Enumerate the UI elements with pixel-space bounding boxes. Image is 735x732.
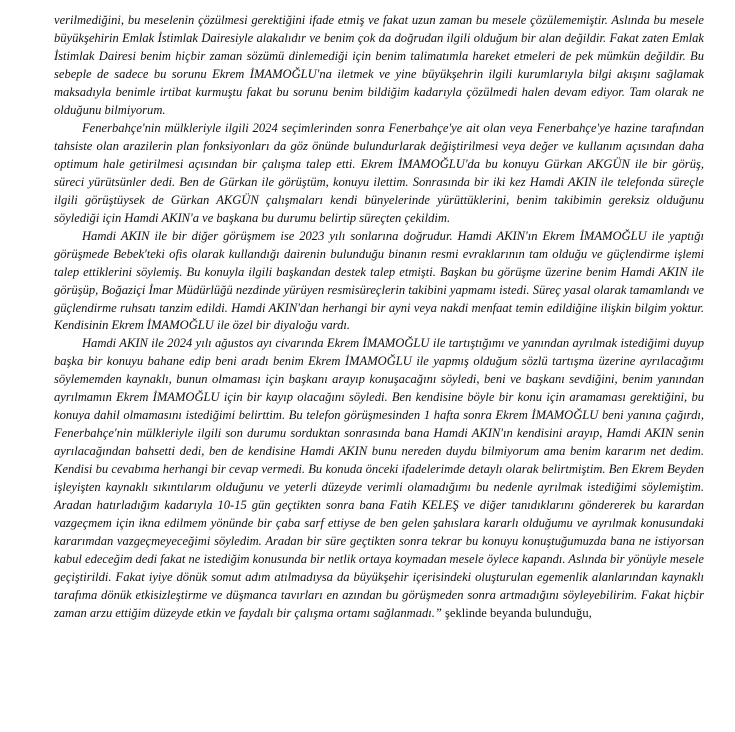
paragraph-3: Hamdi AKIN ile bir diğer görüşmem ise 2023 yılı sonlarına doğrudur. Hamdi AKIN'ın Ekrem İMAMOĞLU ile yaptığı görüşmede Bebek'teki ofis olarak kullandığı dairenin bulunduğu binanın resmi evraklarının tam olduğu ve güçlendirme işlemi talep ettiklerini söylemiş. Bu konuyla ilgili başkandan destek talep etmişti. Başkan bu görüşme üzerine benim Hamdi AKIN ile görüşüp, Boğaziçi İmar Müdürlüğü nezdinde yürüyen resmisüreçlerin takibini yapmamı istedi. Süreç yasal olarak tamamlandı ve güçlendirme ruhsatı tanzim edildi. Hamdi AKIN'dan herhangi bir ayni veya nakdi menfaat temin edildiğine ilişkin bilgim yoktur. Kendisinin Ekrem İMAMOĞLU ile özel bir diyaloğu vardı.	[54, 228, 704, 333]
paragraph-4-quote: Hamdi AKIN ile 2024 yılı ağustos ayı civarında Ekrem İMAMOĞLU ile tartıştığımı ve yanından ayrılmak istediğimi duyup başka bir konuyu bahane edip beni aradı benim Ekrem İMAMOĞLU ile yapmış olduğum sözlü tartışma üzerine ayrılacağımı söylememden kaynaklı, bunun olmaması için başkanı arayıp konuşacağını söyledi, beni ve başkanı sevdiğini, benim yanından ayrılmamın Ekrem İMAMOĞLU için bir kayıp olacağını söyledi. Ben kendisine böyle bir konu için aramaması gerektiğini, bu konuya dahil olmamasını istediğimi belirttim. Bu telefon görüşmesinden 1 hafta sonra Ekrem İMAMOĞLU beni yanına çağırdı, Fenerbahçe'nin mülkleriyle ilgili son durumu sorduktan sonrasında bana Hamdi AKIN'ın kendisini arayıp, Hamdi AKIN senin ayrılacağından bahsetti dedi, ben de kendisine Hamdi AKIN bunu nereden duydu bilmiyorum ama benim kararım net dedim. Kendisi bu cevabıma herhangi bir cevap vermedi. Bu konuda önceki ifadelerimde detaylı olarak belirtmiştim. Ben Ekrem Beyden işleyişten kaynaklı sıkıntılarım olduğunu ve yeterli düzeyde verimli olamadığımı bu nedenle ayrılmak istediğimi söylemiştim. Aradan hatırladığım kadarıyla 10-15 gün geçtikten sonra bana Fatih KELEŞ ve diğer tanıdıklarını göndererek bu karardan vazgeçmem için ikna edilmem yönünde bir çaba sarf ettiyse de ben gelen şahıslara kararlı olduğumu ve ayrılmak konusundaki kararımdan vazgeçmeyeceğimi söyledim. Aradan bir süre geçtikten sonra tekrar bu konuyu konuştuğumuzda bana ne istiyorsan kabul edeceğim dedi fakat ne istediğim konusunda bir netlik ortaya koymadan mesele öylece kapandı. Aslında bir yönüyle mesele geçiştirildi. Fakat iyiye dönük somut adım atılmadıysa da büyükşehir içerisindeki oluşturulan egemenlik alanlarından kaynaklı tarafıma dönük etkisizleştirme ve düşmanca tavırları en azından bu görüşmeden sonra artmadığını söyleyebilirim. Fakat hiçbir zaman arzu ettiğim düzeyde etkin ve faydalı bir çalışma ortamı sağlanmadı.”	[54, 336, 704, 620]
paragraph-1: verilmediğini, bu meselenin çözülmesi gerektiğini ifade etmiş ve fakat uzun zaman bu mesele çözülememiştir. Aslında bu mesele büyükşehirin Emlak İstimlak Dairesiyle alakalıdır ve benim çok da doğrudan ilgili olduğum bir alan değildir. Fakat zaten Emlak İstimlak Dairesi benim hiçbir zaman sözümü dinlemediği için benim talimatımla hareket etmeleri de pek mümkün değildir. Bu sebeple de sadece bu sorunu Ekrem İMAMOĞLU'na iletmek ve yine büyükşehrin ilgili kurumlarıyla bilgi akışını sağlamak maksadıyla benimle irtibat kurmuştu fakat bu sorunu benim bildiğim kadarıyla çözülmedi halen devam ediyor. Tam olarak ne olduğunu bilmiyorum.	[54, 13, 704, 117]
paragraph-2: Fenerbahçe'nin mülkleriyle ilgili 2024 seçimlerinden sonra Fenerbahçe'ye ait olan veya Fenerbahçe'ye hazine tarafından tahsiste olan arazilerin plan fonksiyonları da göz önünde bulundurlarak değiştirilmesi veya değer ve kullanım açısından daha optimum hale getirilmesi açısından bir çalışma talep etti. Ekrem İMAMOĞLU'da bu konuyu Gürkan AKGÜN ile bir görüş, süreci yürütsünler dedi. Ben de Gürkan ile görüştüm, konuyu ilettim. Sonrasında bir iki kez Hamdi AKIN ile telefonda süreçle ilgili görüştüysek de Gürkan AKGÜN çalışmaları kendi bünyelerinde yürüttüklerini, benim takibimin gereksiz olduğunu söylediği için Hamdi AKIN'a ve başkana bu durumu belirtip süreçten çekildim.	[54, 120, 704, 225]
paragraph-4	[54, 335, 704, 623]
closing-statement: şeklinde beyanda bulunduğu,	[441, 605, 592, 620]
document-body	[54, 12, 704, 623]
